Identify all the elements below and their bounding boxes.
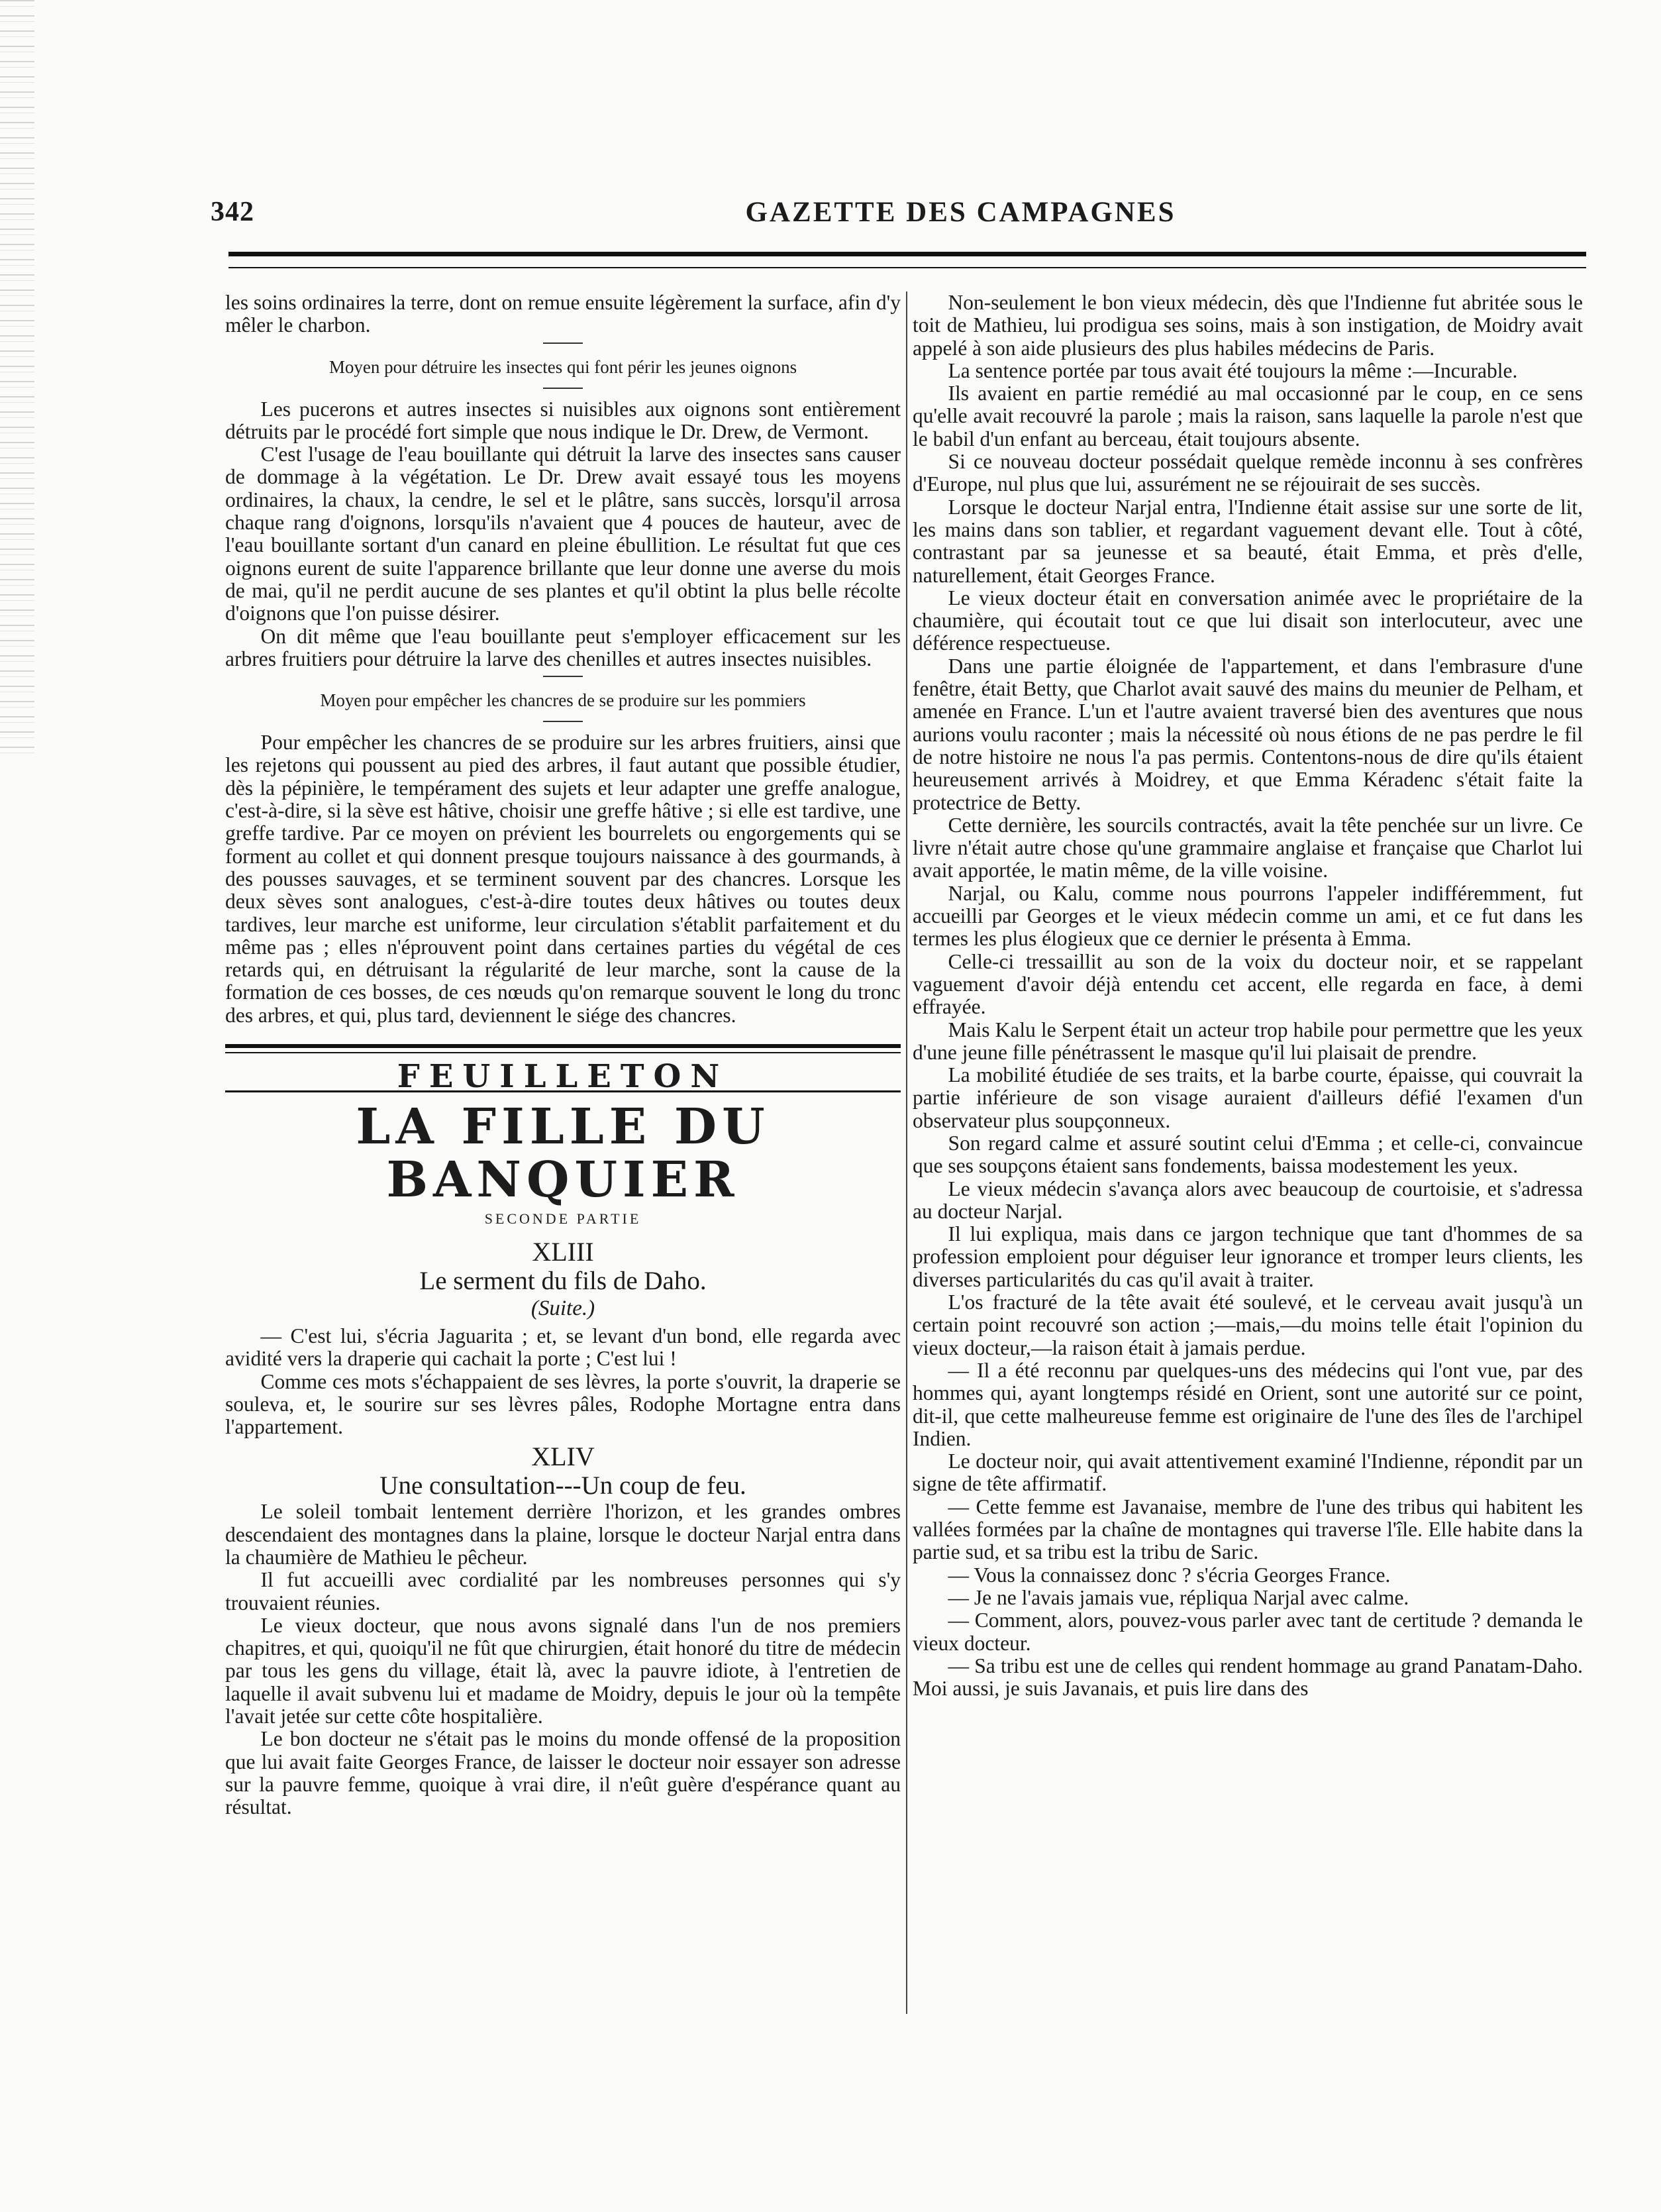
onions-paragraph: C'est l'usage de l'eau bouillante qui détruit la larve des insectes sans causer de dommage à la végétation. Le Dr. Drew avait essayé tous les moyens ordinaires, la chaux, la cendre, le sel et le plâtre, sans succès, lorsqu'il arrosa chaque rang d'oignons, lorsqu'ils n'avaient que 4 pouces de hauteur, avec de l'eau bouillante sortant d'un canard en pleine ébullition. Le résultat fut que ces oignons eurent de suite l'apparence brillante que leur donne une averse du mois de mai, qu'il ne perdit aucune de ses plantes et qu'il obtint la plus belle récolte d'oignons que l'on puisse désirer.	[225, 443, 901, 625]
right-column	[913, 291, 1583, 1700]
page-number: 342	[211, 197, 254, 227]
story-paragraph: Cette dernière, les sourcils contractés, avait la tête penchée sur un livre. Ce livre n'était autre chose qu'une grammaire anglaise et française que Charlot lui avait apportée, le matin même, de la ville voisine.	[913, 813, 1583, 882]
section-rule	[543, 676, 583, 677]
story-paragraph: Celle-ci tressaillit au son de la voix du docteur noir, et se rappelant vaguement d'avoir déjà entendu cet accent, elle regarda en face, à demi effrayée.	[913, 949, 1583, 1019]
chapter-paragraph: Le bon docteur ne s'était pas le moins du monde offensé de la proposition que lui avait faite Georges France, de laisser le docteur noir essayer son adresse sur la pauvre femme, quoique à vrai dire, il n'eût guère d'espérance quant au résultat.	[225, 1727, 901, 1819]
chapter-paragraph: Comme ces mots s'échappaient de ses lèvres, la porte s'ouvrit, la draperie se souleva, et, le sourire sur ses lèvres pâles, Rodophe Mortagne entra dans l'appartement.	[225, 1369, 901, 1439]
chapter-title: Une consultation---Un coup de feu.	[379, 1471, 746, 1501]
column-divider	[906, 291, 907, 2014]
onions-paragraph: Les pucerons et autres insectes si nuisibles aux oignons sont entièrement détruits par le procédé fort simple que nous indique le Dr. Drew, de Vermont.	[225, 397, 901, 443]
story-paragraph: Ils avaient en partie remédié au mal occasionné par le coup, en ce sens qu'elle avait recouvré la parole ; mais la raison, sans laquelle la parole n'est que le babil d'un enfant au berceau, était toujours absente.	[913, 382, 1583, 450]
story-paragraph: La sentence portée par tous avait été toujours la même :—Incurable.	[948, 358, 1518, 382]
scan-edge-artifact	[0, 0, 34, 762]
story-paragraph: Le vieux médecin s'avança alors avec beaucoup de courtoisie, et s'adressa au docteur Narjal.	[913, 1177, 1583, 1223]
story-paragraph: Il lui expliqua, mais dans ce jargon technique que tant d'hommes de sa profession emploient pour déguiser leur ignorance et tromper leurs clients, les diverses particularités du cas qu'il avait à traiter.	[913, 1222, 1583, 1291]
section-rule	[543, 388, 583, 389]
apple-heading: Moyen pour empêcher les chancres de se produire sur les pommiers	[320, 690, 806, 711]
page-header	[211, 196, 1585, 228]
story-paragraph: Son regard calme et assuré soutint celui d'Emma ; et celle-ci, convaincue que ses soupçons étaient sans fondements, baissa modestement les yeux.	[913, 1131, 1583, 1178]
story-paragraph: Narjal, ou Kalu, comme nous pourrons l'appeler indifféremment, fut accueilli par Georges et le vieux médecin comme un ami, et ce fut dans les termes les plus élogieux que ce dernier le présenta à Emma.	[913, 881, 1583, 951]
serial-title: LA FILLE DU BANQUIER	[356, 1098, 770, 1209]
story-paragraph: — Vous la connaissez donc ? s'écria Georges France.	[948, 1563, 1391, 1587]
serial-part: SECONDE PARTIE	[484, 1210, 642, 1228]
story-paragraph: — Je ne l'avais jamais vue, répliqua Narjal avec calme.	[948, 1585, 1409, 1609]
header-double-rule	[228, 252, 1586, 268]
story-paragraph: Mais Kalu le Serpent était un acteur trop habile pour permettre que les yeux d'une jeune fille pénétrassent le masque qu'il lui plaisait de prendre.	[913, 1018, 1583, 1064]
chapter-title: Le serment du fils de Daho.	[419, 1266, 707, 1295]
section-rule	[543, 721, 583, 722]
story-paragraph: Le vieux docteur était en conversation animée avec le propriétaire de la chaumière, qui écoutait tout ce que lui disait son interlocuteur, avec une déférence respectueuse.	[913, 586, 1583, 655]
story-paragraph: Le docteur noir, qui avait attentivement examiné l'Indienne, répondit par un signe de tête affirmatif.	[913, 1449, 1583, 1496]
story-paragraph: — Cette femme est Javanaise, membre de l'une des tribus qui habitent les vallées formées par la chaîne de montagnes qui traverse l'île. Elle habite dans la partie sud, et sa tribu est la tribu de Saric.	[913, 1495, 1583, 1564]
story-paragraph: Si ce nouveau docteur possédait quelque remède inconnu à ses confrères d'Europe, nul plus que lui, assurément ne se réjouirait de ses succès.	[913, 450, 1583, 496]
story-paragraph: Lorsque le docteur Narjal entra, l'Indienne était assise sur une sorte de lit, les mains dans son tablier, et regardant vaguement devant elle. Tout à côté, contrastant par sa jeunesse et sa beauté, était Emma, et près d'elle, naturellement, était Georges France.	[913, 495, 1583, 587]
apple-paragraph: Pour empêcher les chancres de se produire sur les arbres fruitiers, ainsi que les rejetons qui poussent au pied des arbres, il faut autant que possible étudier, dès la pépinière, le tempérament des sujets et leur adapter une greffe analogue, c'est-à-dire, si la sève est hâtive, choisir une greffe hâtive ; si elle est tardive, une greffe tardive. Par ce moyen on prévient les bourrelets ou engorgements qui se forment au collet et qui donnent presque toujours naissance à des gourmands, à des pousses sauvages, et se terminent souvent par des chancres. Lorsque les deux sèves sont analogues, c'est-à-dire toutes deux hâtives ou toutes deux tardives, leur marche est uniforme, leur circulation s'établit parfaitement et du même pas ; elles n'éprouvent point dans certaines parties du végétal de ces retards qui, en détruisant la régularité de leur marche, sont la cause de la formation de ces bosses, de ces nœuds qu'on remarque souvent le long du tronc des arbres, et qui, plus tard, deviennent le siége des chancres.	[225, 731, 901, 1027]
story-paragraph: L'os fracturé de la tête avait été soulevé, et le cerveau avait jusqu'à un certain point recouvré son action ;—mais,—du moins telle était l'opinion du vieux docteur,—la raison était à jamais perdue.	[913, 1290, 1583, 1359]
intro-paragraph: les soins ordinaires la terre, dont on remue ensuite légèrement la surface, afin d'y mêler le charbon.	[225, 291, 901, 337]
left-column	[225, 291, 901, 1819]
chapter-paragraph: Il fut accueilli avec cordialité par les nombreuses personnes qui s'y trouvaient réunies.	[225, 1568, 901, 1614]
feuilleton-rule	[225, 1044, 901, 1053]
story-paragraph: — Comment, alors, pouvez-vous parler avec tant de certitude ? demanda le vieux docteur.	[913, 1608, 1583, 1655]
chapter-paragraph: Le vieux docteur, que nous avons signalé dans l'un de nos premiers chapitres, et qui, quoiqu'il ne fût que chirurgien, était honoré du titre de médecin par tous les gens du village, était là, avec la pauvre idiote, à l'entretien de laquelle il avait subvenu lui et madame de Moidry, depuis le jour où la tempête l'avait jetée sur cette côte hospitalière.	[225, 1613, 901, 1728]
chapter-paragraph: — C'est lui, s'écria Jaguarita ; et, se levant d'un bond, elle regarda avec avidité vers la draperie qui cachait la porte ; C'est lui !	[225, 1324, 901, 1371]
feuilleton-heading: FEUILLETON	[397, 1058, 729, 1096]
chapter-paragraph: Le soleil tombait lentement derrière l'horizon, et les grandes ombres descendaient des montagnes dans la plaine, lorsque le docteur Narjal entra dans la chaumière de Mathieu le pêcheur.	[225, 1500, 901, 1569]
suite-label: (Suite.)	[530, 1296, 595, 1320]
story-paragraph: Non-seulement le bon vieux médecin, dès que l'Indienne fut abritée sous le toit de Mathieu, lui prodigua ses soins, mais à son instigation, de Moidry avait appelé à son aide plusieurs des plus habiles médecins de Paris.	[913, 291, 1583, 360]
onions-heading: Moyen pour détruire les insectes qui font périr les jeunes oignons	[328, 356, 797, 377]
story-paragraph: — Il a été reconnu par quelques-uns des médecins qui l'ont vue, par des hommes qui, ayant longtemps résidé en Orient, sont une autorité sur ce point, dit-il, que cette malheureuse femme est originaire de l'une des îles de l'archipel Indien.	[913, 1358, 1583, 1450]
masthead: GAZETTE DES CAMPAGNES	[745, 197, 1176, 228]
story-paragraph: Dans une partie éloignée de l'appartement, et dans l'embrasure d'une fenêtre, était Betty, que Charlot avait sauvé des mains du meunier de Pelham, et amenée en France. L'un et l'autre avaient traversé bien des aventures que nous aurions voulu raconter ; mais la nécessité où nous étions de ne pas perdre le fil de notre histoire ne nous l'a pas permis. Contentons-nous de dire qu'ils étaient heureusement arrivés à Moidrey, et que Emma Kéradenc s'était faite la protectrice de Betty.	[913, 654, 1583, 814]
story-paragraph: La mobilité étudiée de ses traits, et la barbe courte, épaisse, qui couvrait la partie inférieure de son visage auraient d'ailleurs défié l'examen d'un observateur plus soupçonneux.	[913, 1063, 1583, 1132]
section-rule	[543, 342, 583, 344]
chapter-number: XLIV	[531, 1442, 595, 1472]
story-paragraph: — Sa tribu est une de celles qui rendent hommage au grand Panatam-Daho. Moi aussi, je suis Javanais, et puis lire dans des	[913, 1654, 1583, 1701]
onions-paragraph: On dit même que l'eau bouillante peut s'employer efficacement sur les arbres fruitiers pour détruire la larve des chenilles et autres insectes nuisibles.	[225, 624, 901, 670]
chapter-number: XLIII	[532, 1236, 594, 1267]
